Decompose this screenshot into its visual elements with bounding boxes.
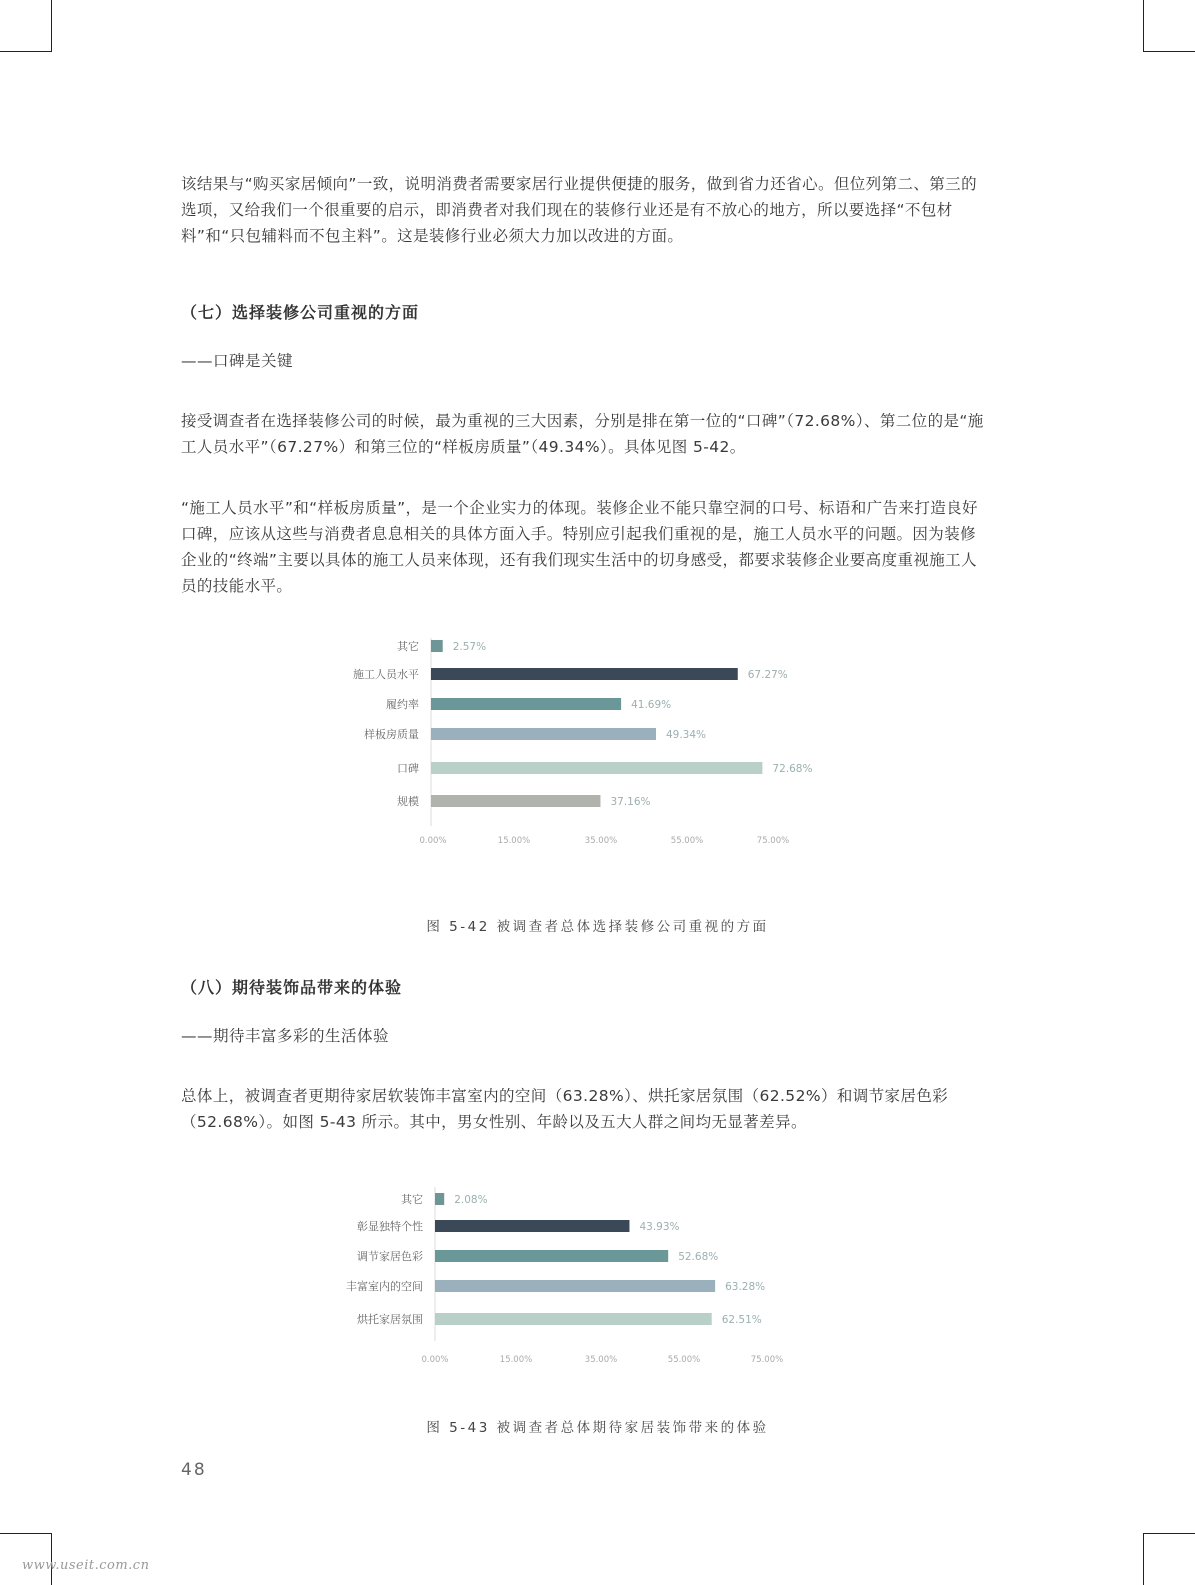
chart-category-label: 其它 [401,1193,423,1206]
figure-caption-5-43: 图 5-43 被调查者总体期待家居装饰带来的体验 [426,1420,769,1436]
chart-category-label: 烘托家居氛围 [357,1313,423,1326]
bar-chart-company-factors [0,630,1195,850]
paragraph-intro: 该结果与“购买家居倾向”一致，说明消费者需要家居行业提供便捷的服务，做到省力还省心。但位列第二、第三的选项，又给我们一个很重要的启示，即消费者对我们现在的装修行业还是有不放心的地方，所以要选择“不包材料”和“只包辅料而不包主料”。这是装修行业必须大力加以改进的方面。 [181,175,977,245]
chart-bar [431,728,656,740]
chart-tick-label: 35.00% [584,836,618,846]
watermark: www.useit.com.cn [22,1558,150,1573]
chart-value-label: 43.93% [639,1221,680,1233]
chart-category-label: 丰富室内的空间 [346,1280,423,1293]
chart-value-label: 2.57% [452,641,487,653]
chart-tick-label: 55.00% [670,836,704,846]
chart-value-label: 49.34% [665,729,707,741]
crop-mark-top-left [0,0,52,52]
bar-chart-decor-experience [0,1183,1195,1373]
chart-bar [435,1280,715,1292]
chart-value-label: 67.27% [747,669,788,681]
chart-bar [431,762,762,774]
chart-value-label: 72.68% [772,763,813,775]
chart-bar [435,1313,712,1325]
chart-bar [431,698,621,710]
crop-mark-top-right [1143,0,1195,52]
chart-value-label: 2.08% [454,1194,488,1206]
chart-tick-label: 0.00% [419,836,447,846]
paragraph-decor: 总体上，被调查者更期待家居软装饰丰富室内的空间（63.28%）、烘托家居氛围（62.52%）和调节家居色彩（52.68%）。如图 5-43 所示。其中，男女性别、年龄以及五大人群之间均无显著差异。 [181,1087,949,1131]
chart-tick-label: 55.00% [667,1355,701,1365]
section-subheading-8: ——期待丰富多彩的生活体验 [181,1027,390,1045]
chart-bar [431,795,600,807]
chart-category-label: 样板房质量 [364,728,419,741]
chart-category-label: 规模 [397,795,419,808]
chart-tick-label: 35.00% [584,1355,618,1365]
chart-value-label: 37.16% [610,796,651,808]
chart-category-label: 施工人员水平 [353,668,419,681]
chart-bar [435,1193,444,1205]
chart-tick-label: 0.00% [421,1355,449,1365]
chart-category-label: 履约率 [386,698,419,711]
chart-value-label: 62.51% [721,1314,762,1326]
chart-category-label: 口碑 [397,762,419,775]
chart-bar [431,668,738,680]
chart-category-label: 其它 [397,640,419,653]
chart-tick-label: 75.00% [756,836,790,846]
chart-tick-label: 75.00% [750,1355,784,1365]
chart-bar [435,1250,668,1262]
page-number: 48 [181,1460,207,1480]
crop-mark-bottom-right [1143,1533,1195,1585]
chart-value-label: 63.28% [725,1281,766,1293]
chart-bar [435,1220,629,1232]
section-heading-7: （七）选择装修公司重视的方面 [181,303,420,322]
chart-value-label: 52.68% [678,1251,719,1263]
paragraph-analysis: “施工人员水平”和“样板房质量”，是一个企业实力的体现。装修企业不能只靠空洞的口号、标语和广告来打造良好口碑，应该从这些与消费者息息相关的具体方面入手。特别应引起我们重视的是，施工人员水平的问题。因为装修企业的“终端”主要以具体的施工人员来体现，还有我们现实生活中的切身感受，都要求装修企业要高度重视施工人员的技能水平。 [181,499,978,595]
section-subheading-7: ——口碑是关键 [181,352,294,370]
section-heading-8: （八）期待装饰品带来的体验 [181,978,403,997]
figure-caption-5-42: 图 5-42 被调查者总体选择装修公司重视的方面 [426,919,769,935]
chart-tick-label: 15.00% [499,1355,533,1365]
chart-category-label: 调节家居色彩 [357,1250,423,1263]
chart-category-label: 彰显独特个性 [357,1220,423,1233]
chart-value-label: 41.69% [631,699,672,711]
paragraph-factors: 接受调查者在选择装修公司的时候，最为重视的三大因素，分别是排在第一位的“口碑”（72.68%）、第二位的是“施工人员水平”（67.27%）和第三位的“样板房质量”（49.34%）。具体见图 5-42。 [181,412,984,456]
chart-tick-label: 15.00% [497,836,531,846]
chart-bar [431,640,443,652]
